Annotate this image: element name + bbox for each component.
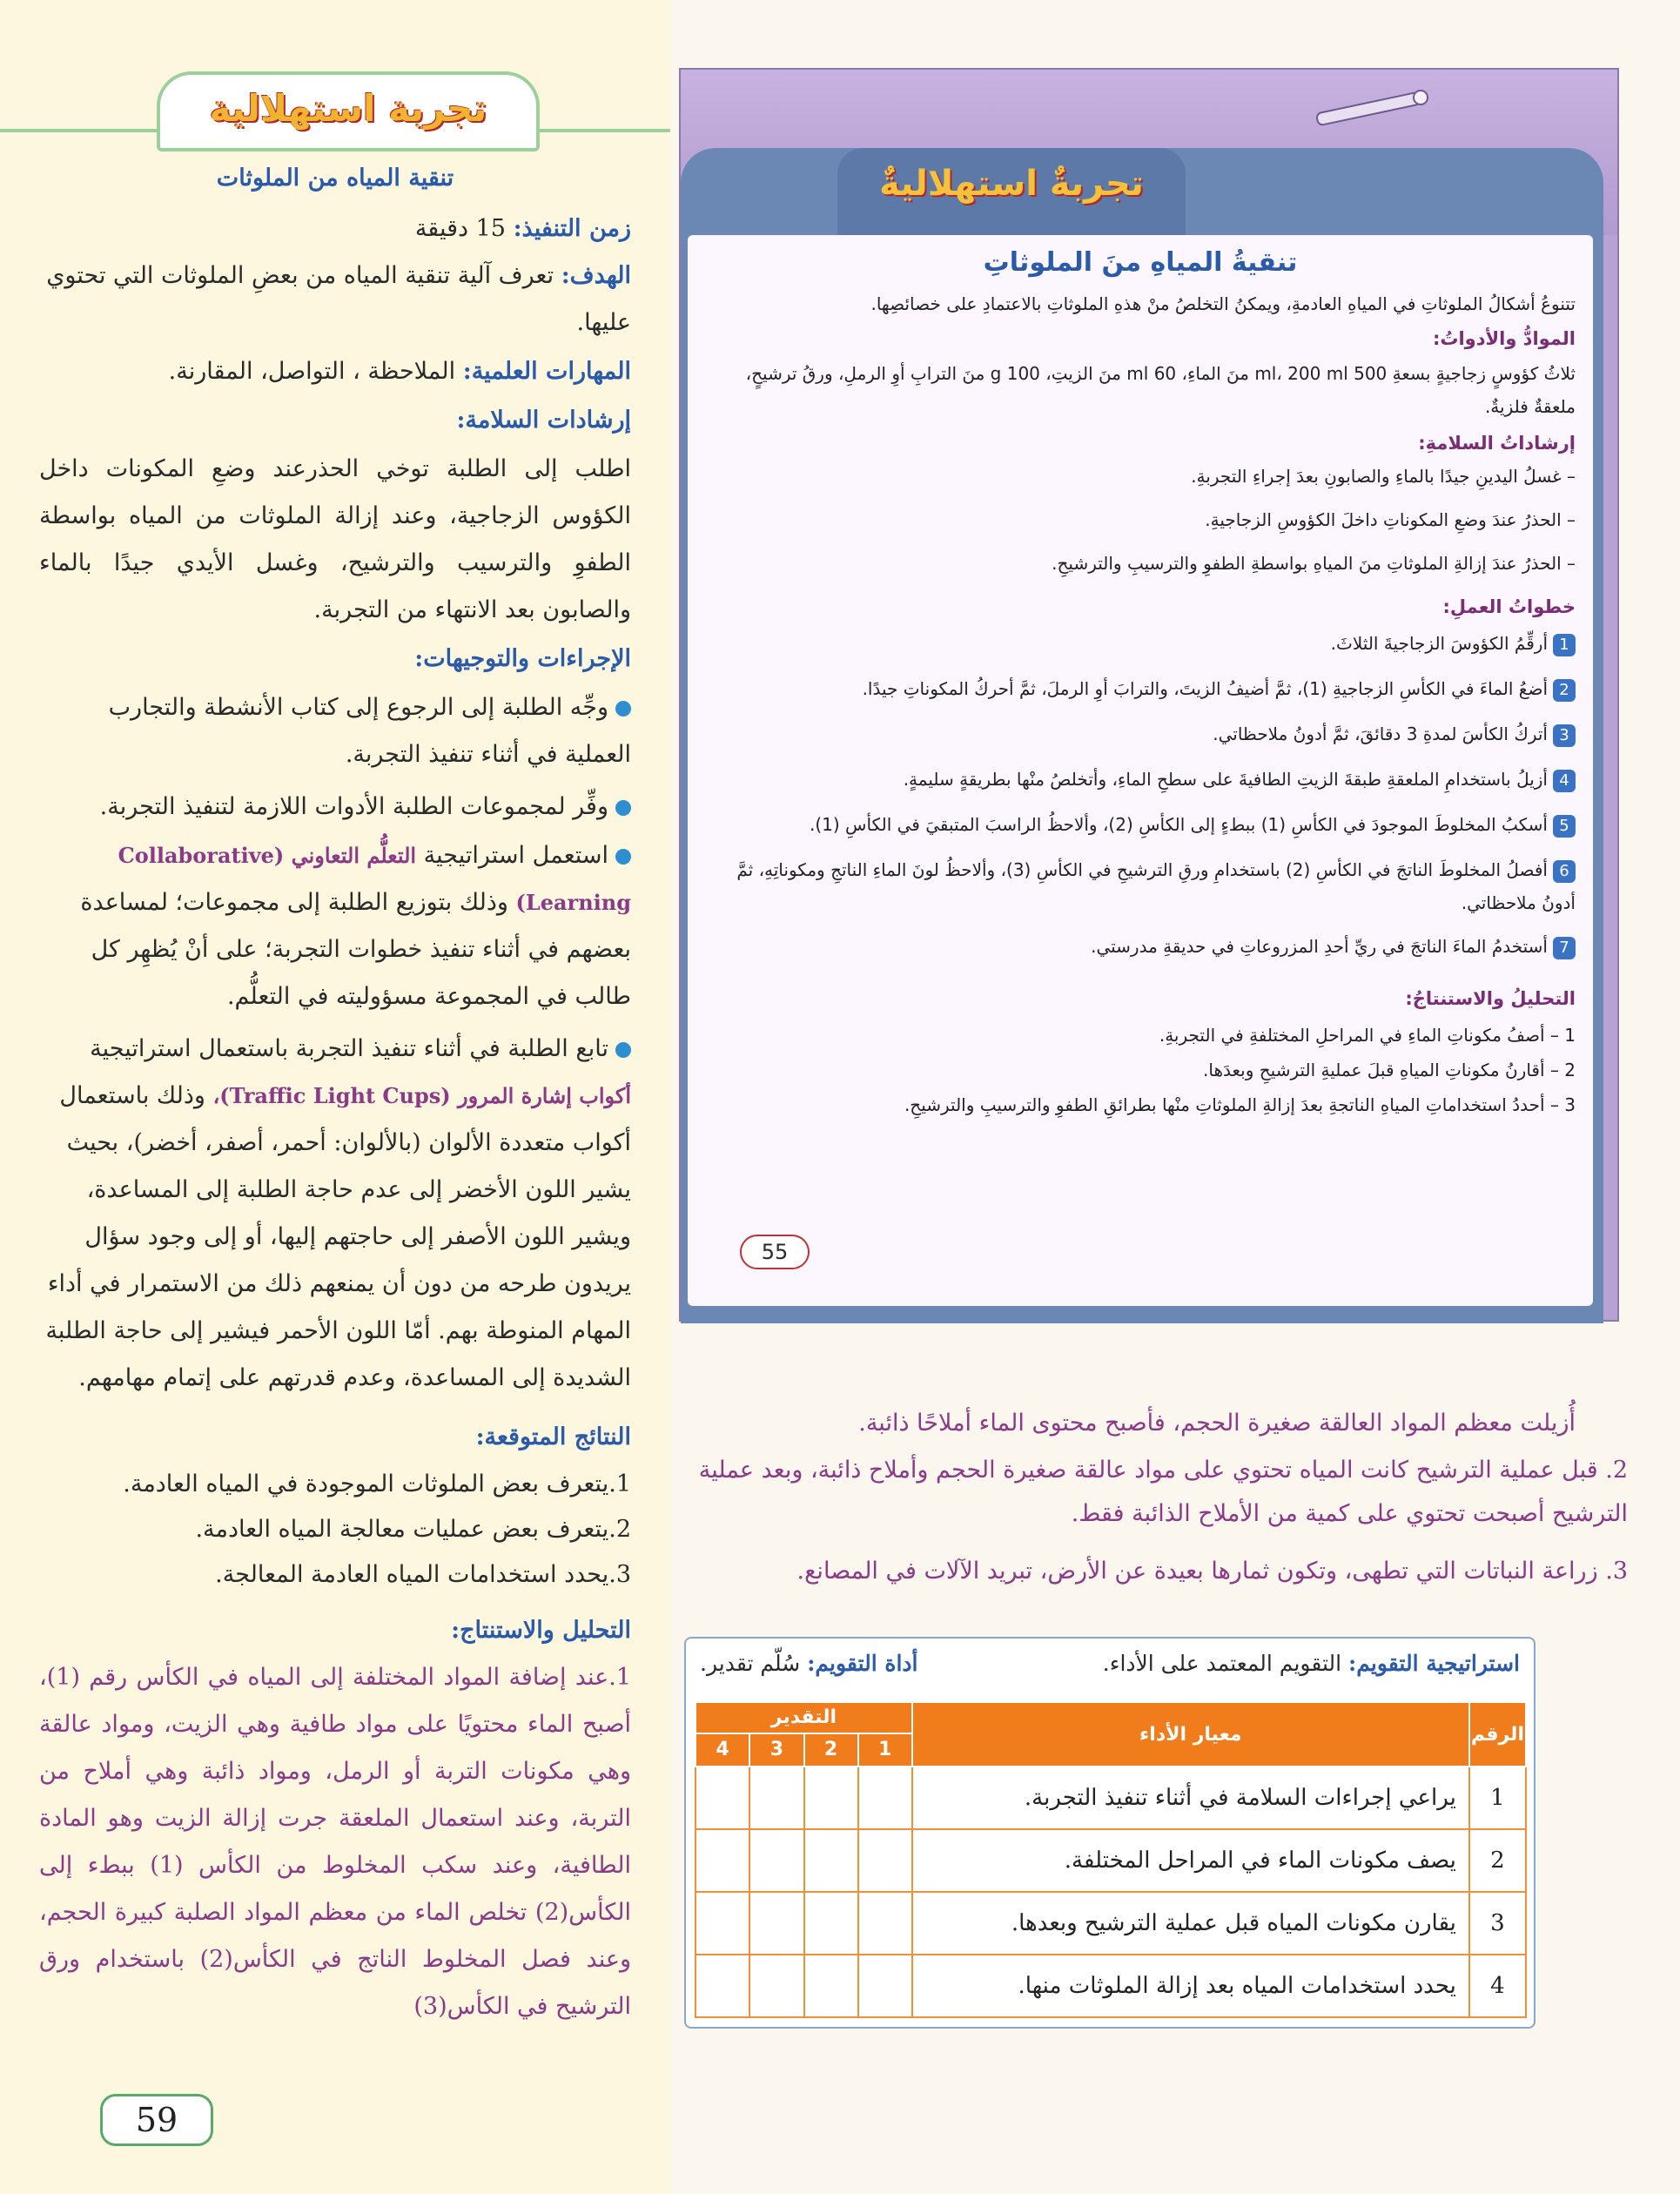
step-item <box>705 717 1576 750</box>
table-row <box>696 1892 1526 1955</box>
scale-header: 3 <box>749 1733 803 1767</box>
results-label: النتائج المتوقعة: <box>475 1423 631 1450</box>
row-criterion: يحدد استخدامات المياه بعد إزالة الملوثات منها. <box>912 1955 1469 2017</box>
bullet-text: تابع الطلبة في أثناء تنفيذ التجربة باستعمال استراتيجية <box>90 1035 608 1062</box>
rating-cell[interactable] <box>749 1767 803 1829</box>
strategy-label: استراتيجية التقويم: <box>1348 1651 1520 1676</box>
rating-cell[interactable] <box>858 1829 912 1892</box>
scale-header: 1 <box>858 1733 912 1767</box>
student-book-panel <box>679 68 1619 1322</box>
bullet-icon <box>615 701 631 717</box>
bullet-icon <box>615 849 631 865</box>
row-number: 3 <box>1469 1892 1526 1955</box>
rating-cell[interactable] <box>749 1829 803 1892</box>
step-number: 3 <box>1553 724 1576 747</box>
step-number: 5 <box>1553 815 1576 838</box>
result-item: 3.يحدد استخدامات المياه العادمة المعالجة. <box>215 1561 631 1588</box>
bullet-text: وذلك باستعمال أكواب متعددة الألوان (بالألوان: أحمر، أصفر، أخضر)، بحيث يشير اللون الأخضر إلى عدم حاجة الطلبة إلى المساعدة، ويشير اللون الأصفر إلى حاجتهم إليها، أو إلى وجود سؤال يريدون طرحه من دون أن يمنعهم ذلك من الاستمرار في أداء المهام المنوطة بهم. أمّا اللون الأحمر فيشير إلى حاجة الطلبة الشديدة إلى المساعدة، وعدم قدرتهم على إتمام مهامهم. <box>45 1082 631 1391</box>
tool-text: سُلّم تقدير. <box>700 1651 801 1676</box>
step-number: 1 <box>1553 634 1576 656</box>
step-text: أسكبُ المخلوطَ الموجودَ في الكأسِ (1) ببطءٍ إلى الكأسِ (2)، وألاحظُ الراسبَ المتبقيَ في الكأسِ (1). <box>809 814 1548 835</box>
rating-header: التقدير <box>696 1702 912 1733</box>
intro-text: تتنوعُ أشكالُ الملوثاتِ في المياهِ العادمةِ، ويمكنُ التخلصُ منْ هذهِ الملوثاتِ بالاعتمادِ على خصائصِها. <box>870 293 1576 314</box>
rating-cell[interactable] <box>804 1829 858 1892</box>
rating-cell[interactable] <box>804 1955 858 2017</box>
procedures-label: الإجراءات والتوجيهات: <box>414 645 631 672</box>
tool-line <box>700 1651 918 1676</box>
safety-item: – الحذرُ عندَ وضعِ المكوناتِ داخلَ الكؤوسِ الزجاجيةِ. <box>1205 509 1576 530</box>
banner-rule <box>540 129 670 132</box>
experiment-card <box>688 235 1593 1306</box>
rating-cell[interactable] <box>749 1892 803 1955</box>
table-row <box>696 1955 1526 2017</box>
num-header: الرقم <box>1469 1702 1526 1767</box>
table-row <box>696 1829 1526 1892</box>
strategy-name: التعلُّم التعاوني (Collaborative Learning) <box>118 843 631 915</box>
time-label: زمن التنفيذ: <box>513 215 631 242</box>
analysis-answer-1: 1.عند إضافة المواد المختلفة إلى المياه في الكأس رقم (1)، أصبح الماء محتويًا على مواد طافية وهي الزيت، ومواد عالقة وهي مكونات التربة أو الرمل، ومواد ذائبة وهي أملاح من التربة، وعند استعمال الملعقة جرت إزالة الزيت وهو المادة الطافية، وعند سكب المخلوط من الكأس (1) ببطء إلى الكأس(2) تخلص الماء من معظم المواد الصلبة كبيرة الحجم، وعند فصل المخلوط الناتج في الكأس(2) باستخدام ورق الترشيح في الكأس(3) <box>39 1664 632 2020</box>
procedure-bullet-1 <box>39 684 631 778</box>
scale-header: 4 <box>696 1733 749 1767</box>
answer-1-continued: أُزيلت معظم المواد العالقة صغيرة الحجم، فأصبح محتوى الماء أملاحًا ذائبة. <box>858 1410 1576 1437</box>
strategy-line <box>1103 1651 1520 1676</box>
skills-label: المهارات العلمية: <box>462 358 631 385</box>
step-number: 7 <box>1553 937 1576 959</box>
scale-header: 2 <box>804 1733 858 1767</box>
step-text: أزيلُ باستخدامِ الملعقةِ طبقةَ الزيتِ الطافيةَ على سطحِ الماءِ، وأتخلصُ منْها بطريقةٍ سليمةٍ. <box>903 769 1548 790</box>
row-number: 1 <box>1469 1767 1526 1829</box>
safety-label: إرشادات السلامة: <box>456 407 631 434</box>
rating-cell[interactable] <box>858 1892 912 1955</box>
strategy-name: أكواب إشارة المرور (Traffic Light Cups)، <box>212 1083 631 1108</box>
assessment-header <box>686 1639 1534 1693</box>
banner <box>157 71 540 151</box>
safety-item: – الحذرُ عندَ إزالةِ الملوثاتِ منَ المياهِ بواسطةِ الطفوِ والترسيبِ والترشيحِ. <box>1052 553 1576 574</box>
step-text: أضعُ الماءَ في الكأسِ الزجاجيةِ (1)، ثمَّ أضيفُ الزيتَ، والترابَ أوِ الرملَ، ثمَّ أحركُ المكوناتِ جيدًا. <box>862 678 1548 699</box>
materials-text: ثلاثُ كؤوسٍ زجاجيةٍ بسعةِ 500 ml، 200 ml منَ الماءِ، 60 ml منَ الزيتِ، 100 g منَ الترابِ أوِ الرملِ، ورقُ ترشيحٍ، ملعقةٌ فلزيةٌ. <box>745 363 1576 417</box>
step-item <box>705 853 1576 919</box>
teacher-column <box>0 0 670 2194</box>
rating-cell[interactable] <box>696 1955 749 2017</box>
student-page-number: 55 <box>740 1235 810 1269</box>
bullet-icon <box>615 1042 631 1058</box>
time-value: 15 دقيقة <box>414 215 506 242</box>
rating-cell[interactable] <box>804 1892 858 1955</box>
bullet-text: استعمل استراتيجية <box>423 842 608 869</box>
analysis-label: التحليل والاستنتاج: <box>451 1617 631 1644</box>
table-header-row <box>696 1702 1526 1733</box>
rating-cell[interactable] <box>696 1767 749 1829</box>
step-text: أتركُ الكأسَ لمدةِ 3 دقائقَ، ثمَّ أدونُ ملاحظاتي. <box>1213 723 1548 744</box>
skills-text: الملاحظة ، التواصل، المقارنة. <box>168 358 456 385</box>
criterion-header: معيار الأداء <box>912 1702 1469 1767</box>
card-title: تنقيةُ المياهِ منَ الملوثاتِ <box>983 247 1298 278</box>
experiment-title: تنقية المياه من الملوثات <box>216 165 454 192</box>
rating-table <box>695 1701 1527 2018</box>
analysis-question: 1 – أصفُ مكوناتِ الماءِ في المراحلِ المختلفةِ في التجربةِ. <box>1159 1025 1576 1046</box>
analysis-question: 3 – أحددُ استخداماتِ المياهِ الناتجةِ بعدَ إزالةِ الملوثاتِ منْها بطرائقِ الطفوِ والترسيبِ والترشيحِ. <box>904 1094 1576 1115</box>
rating-cell[interactable] <box>858 1767 912 1829</box>
result-item: 1.يتعرف بعض الملوثات الموجودة في المياه العادمة. <box>123 1471 631 1497</box>
rating-cell[interactable] <box>749 1955 803 2017</box>
step-item <box>705 763 1576 796</box>
analysis-question: 2 – أقارنُ مكوناتِ المياهِ قبلَ عمليةِ الترشيحِ وبعدَها. <box>1203 1060 1576 1080</box>
row-number: 4 <box>1469 1955 1526 2017</box>
procedure-bullet-2 <box>39 784 631 831</box>
step-number: 2 <box>1553 679 1576 702</box>
bullet-text: وفِّر لمجموعات الطلبة الأدوات اللازمة لتنفيذ التجربة. <box>99 793 608 820</box>
step-text: أرقِّمُ الكؤوسَ الزجاجيةَ الثلاثَ. <box>1330 633 1548 654</box>
step-item <box>705 808 1576 841</box>
time-line <box>39 205 631 252</box>
analysis-label: التحليلُ والاستنتاجُ: <box>1405 988 1576 1009</box>
procedure-bullet-3 <box>39 832 631 1020</box>
materials-label: الموادُّ والأدواتُ: <box>1432 328 1576 349</box>
strategy-text: التقويم المعتمد على الأداء. <box>1102 1651 1342 1676</box>
answer-3: 3. زراعة النباتات التي تطهى، وتكون ثمارها بعيدة عن الأرض، تبريد الآلات في المصانع. <box>796 1558 1628 1585</box>
rating-cell[interactable] <box>696 1829 749 1892</box>
rating-cell[interactable] <box>804 1767 858 1829</box>
skills-line <box>39 348 631 395</box>
table-row <box>696 1767 1526 1829</box>
steps-label: خطواتُ العملِ: <box>1442 596 1576 617</box>
step-item <box>705 672 1576 705</box>
step-text: أستخدمُ الماءَ الناتجَ في ريِّ أحدِ المزروعاتِ في حديقةِ مدرستي. <box>1091 936 1548 957</box>
safety-label: إرشاداتُ السلامةِ: <box>1418 433 1576 454</box>
step-item <box>705 930 1576 963</box>
row-number: 2 <box>1469 1829 1526 1892</box>
answer-2: 2. قبل عملية الترشيح كانت المياه تحتوي على مواد عالقة صغيرة الحجم وأملاح ذائبة، وبعد عملية الترشيح أصبحت تحتوي على كمية من الأملاح الذائبة فقط. <box>698 1457 1628 1527</box>
procedure-bullet-4 <box>39 1026 631 1402</box>
telescope-icon <box>1307 87 1438 131</box>
assessment-box <box>684 1637 1536 2029</box>
step-number: 6 <box>1553 860 1576 883</box>
tool-label: أداة التقويم: <box>807 1651 918 1676</box>
rating-cell[interactable] <box>858 1955 912 2017</box>
row-criterion: يراعي إجراءات السلامة في أثناء تنفيذ التجربة. <box>912 1767 1469 1829</box>
goal-text: تعرف آلية تنقية المياه من بعضِ الملوثات التي تحتوي عليها. <box>46 262 631 336</box>
step-text: أفصلُ المخلوطَ الناتجَ في الكأسِ (2) باستخدامِ ورقِ الترشيحِ في الكأسِ (3)، وألاحظُ لونَ الماءِ الناتجِ ومكوناتِهِ، ثمَّ أدونُ ملاحظاتي. <box>736 859 1576 913</box>
safety-item: – غسلُ اليدينِ جيدًا بالماءِ والصابونِ بعدَ إجراءِ التجربةِ. <box>1191 466 1576 487</box>
step-number: 4 <box>1553 770 1576 792</box>
row-criterion: يصف مكونات الماء في المراحل المختلفة. <box>912 1829 1469 1892</box>
banner-title: تجربة استهلالية <box>209 87 487 130</box>
bullet-text: وذلك بتوزيع الطلبة إلى مجموعات؛ لمساعدة بعضهم في أثناء تنفيذ خطوات التجربة؛ على أنْ يُظهِر كل طالب في المجموعة مسؤوليته في التعلُّم. <box>80 889 631 1010</box>
rating-cell[interactable] <box>696 1892 749 1955</box>
result-item: 2.يتعرف بعض عمليات معالجة المياه العادمة. <box>195 1516 631 1543</box>
page-number: 59 <box>100 2094 213 2146</box>
badge-title: تجربةٌ استهلاليةٌ <box>879 164 1144 204</box>
goal-label: الهدف: <box>561 262 631 289</box>
goal-paragraph <box>39 252 631 347</box>
safety-paragraph: اطلب إلى الطلبة توخي الحذرعند وضعِ المكونات داخل الكؤوس الزجاجية، وعند إزالة الملوثات من المياه بواسطة الطفوِ والترسيب والترشيح، وغسل الأيدي جيدًا بالماء والصابون بعد الانتهاء من التجربة. <box>39 455 631 623</box>
bullet-text: وجِّه الطلبة إلى الرجوع إلى كتاب الأنشطة والتجارب العملية في أثناء تنفيذ التجربة. <box>108 694 631 768</box>
row-criterion: يقارن مكونات المياه قبل عملية الترشيح وبعدها. <box>912 1892 1469 1955</box>
panel-tab <box>837 148 1186 235</box>
bullet-icon <box>615 800 631 816</box>
banner-rule <box>0 129 157 132</box>
step-item <box>705 627 1576 660</box>
